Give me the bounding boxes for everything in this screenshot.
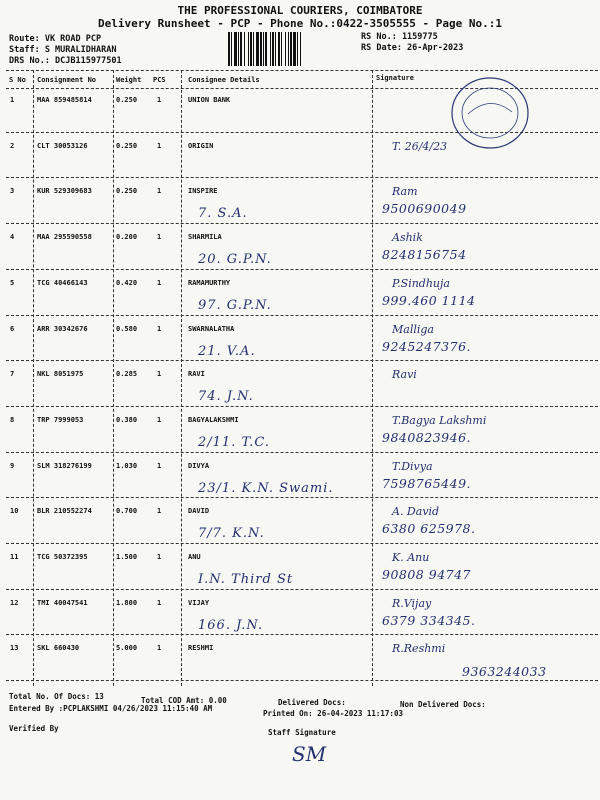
drs-number: DRS No.: DCJB115977501 xyxy=(9,56,122,66)
row-handwritten-address: 23/1. K.N. Swami. xyxy=(198,480,334,496)
row-pcs: 1 xyxy=(157,644,162,653)
entered-by: Entered By :PCPLAKSHMI 04/26/2023 11:15:40 AM xyxy=(9,704,213,713)
row-handwritten-address: 7. S.A. xyxy=(198,206,248,222)
company-stamp xyxy=(448,74,532,152)
row-weight: 0.380 xyxy=(116,415,138,424)
row-handwritten-address: 74. J.N. xyxy=(198,389,254,405)
staff-signature-label: Staff Signature xyxy=(268,728,336,737)
row-sno: 9 xyxy=(10,461,15,470)
row-consignment-no: CLT 30053126 xyxy=(37,141,88,150)
total-cod: Total COD Amt: 0.00 xyxy=(141,696,227,705)
row-weight: 1.500 xyxy=(116,553,138,561)
row-consignee-name: BAGYALAKSHMI xyxy=(188,415,239,424)
row-separator xyxy=(6,406,598,407)
staff-signature-mark: SM xyxy=(292,742,327,766)
row-consignment-no: MAA 859485814 xyxy=(37,96,92,104)
col-header-consignee: Consignee Details xyxy=(188,76,260,84)
row-weight: 0.200 xyxy=(116,233,138,242)
row-separator xyxy=(6,223,598,224)
runsheet-subtitle: Delivery Runsheet - PCP - Phone No.:0422-3505555 - Page No.:1 xyxy=(98,17,502,30)
staff-label: Staff: S MURALIDHARAN xyxy=(9,45,117,55)
row-pcs: 1 xyxy=(157,507,162,516)
row-receiver-signature: T. 26/4/23 xyxy=(392,139,448,153)
row-receiver-signature: Malliga xyxy=(392,322,434,336)
row-weight: 0.580 xyxy=(116,324,138,333)
row-sno: 1 xyxy=(10,96,15,104)
row-weight: 5.000 xyxy=(116,644,138,653)
col-header-weight: Weight xyxy=(116,76,142,84)
row-pcs: 1 xyxy=(157,415,162,424)
col-header-sno: S No xyxy=(9,76,26,84)
row-weight: 0.285 xyxy=(116,370,138,379)
row-receiver-signature: P.Sindhuja xyxy=(392,276,450,290)
row-consignment-no: KUR 529309683 xyxy=(37,187,92,196)
column-divider xyxy=(181,70,182,686)
row-separator xyxy=(6,634,598,635)
row-separator xyxy=(6,132,598,133)
row-receiver-phone: 9245247376. xyxy=(382,338,472,354)
row-receiver-signature: A. David xyxy=(392,505,440,519)
row-receiver-signature: T.Divya xyxy=(392,459,433,473)
row-receiver-phone: 999.460 1114 xyxy=(382,292,476,308)
row-handwritten-address: 21. V.A. xyxy=(198,343,256,359)
row-pcs: 1 xyxy=(157,461,162,470)
row-handwritten-address: 7/7. K.N. xyxy=(198,526,265,542)
row-consignee-name: ANU xyxy=(188,553,201,561)
row-handwritten-address: 166. J.N. xyxy=(198,617,264,633)
row-consignee-name: SWARNALATHA xyxy=(188,324,235,333)
row-sno: 7 xyxy=(10,370,15,379)
row-receiver-phone: 9840823946. xyxy=(382,429,472,445)
row-weight: 0.700 xyxy=(116,507,138,516)
row-handwritten-address: I.N. Third St xyxy=(198,572,294,587)
row-pcs: 1 xyxy=(157,96,162,104)
row-sno: 12 xyxy=(10,598,19,607)
row-separator xyxy=(6,177,598,178)
row-consignee-name: INSPIRE xyxy=(188,187,218,196)
row-separator xyxy=(6,589,598,590)
row-separator xyxy=(6,315,598,316)
row-receiver-signature: Ashik xyxy=(392,231,423,245)
row-sno: 2 xyxy=(10,141,15,150)
column-divider xyxy=(33,70,34,686)
row-sno: 6 xyxy=(10,324,15,333)
row-separator xyxy=(6,680,598,681)
row-consignment-no: TCG 50372395 xyxy=(37,553,88,561)
non-delivered-docs: Non Delivered Docs: xyxy=(400,700,486,709)
row-consignment-no: SLM 318276199 xyxy=(37,461,92,470)
row-sno: 11 xyxy=(10,553,19,561)
row-receiver-signature: Ram xyxy=(392,185,418,199)
row-pcs: 1 xyxy=(157,233,162,242)
row-consignee-name: RAMAMURTHY xyxy=(188,278,231,287)
row-consignment-no: MAA 295590558 xyxy=(37,233,92,242)
row-receiver-phone: 8248156754 xyxy=(382,247,467,263)
rs-number: RS No.: 1159775 xyxy=(361,32,438,42)
row-receiver-phone: 6379 334345. xyxy=(382,612,476,628)
row-separator xyxy=(6,360,598,361)
row-pcs: 1 xyxy=(157,187,162,196)
row-consignee-name: VIJAY xyxy=(188,598,210,607)
row-consignment-no: TMI 40047541 xyxy=(37,598,88,607)
row-receiver-signature: T.Bagya Lakshmi xyxy=(392,413,487,427)
row-consignment-no: BLR 210552274 xyxy=(37,507,92,516)
row-sno: 3 xyxy=(10,187,15,196)
row-consignee-name: DIVYA xyxy=(188,461,210,470)
row-consignment-no: SKL 660430 xyxy=(37,644,80,653)
row-separator xyxy=(6,497,598,498)
delivered-docs: Delivered Docs: xyxy=(278,698,346,707)
row-separator xyxy=(6,452,598,453)
row-receiver-signature: Ravi xyxy=(392,368,417,382)
row-pcs: 1 xyxy=(157,324,162,333)
row-consignment-no: TCG 40466143 xyxy=(37,278,88,287)
row-pcs: 1 xyxy=(157,553,162,561)
row-pcs: 1 xyxy=(157,598,162,607)
column-divider xyxy=(113,70,114,686)
row-weight: 1.030 xyxy=(116,461,138,470)
row-sno: 13 xyxy=(10,644,19,653)
row-receiver-signature: K. Anu xyxy=(392,551,430,564)
row-sno: 10 xyxy=(10,507,19,516)
verified-by: Verified By xyxy=(9,724,59,733)
col-header-pcs: PCS xyxy=(153,76,166,84)
row-consignee-name: ORIGIN xyxy=(188,141,214,150)
row-receiver-signature: R.Reshmi xyxy=(392,642,446,656)
table-top-rule xyxy=(6,70,598,71)
row-weight: 0.250 xyxy=(116,96,138,104)
row-separator xyxy=(6,543,598,544)
row-consignee-name: DAVID xyxy=(188,507,210,516)
row-weight: 1.800 xyxy=(116,598,138,607)
row-receiver-signature: R.Vijay xyxy=(392,596,432,610)
row-consignment-no: NKL 8051975 xyxy=(37,370,84,379)
row-consignee-name: SHARMILA xyxy=(188,233,222,242)
row-consignment-no: TRP 7999053 xyxy=(37,415,84,424)
row-separator xyxy=(6,269,598,270)
row-consignee-name: UNION BANK xyxy=(188,96,231,104)
rs-date: RS Date: 26-Apr-2023 xyxy=(361,43,464,53)
row-receiver-phone: 90808 94747 xyxy=(382,567,472,582)
row-receiver-phone: 6380 625978. xyxy=(382,521,476,537)
row-weight: 0.420 xyxy=(116,278,138,287)
row-weight: 0.250 xyxy=(116,187,138,196)
col-header-consignment: Consignment No xyxy=(37,76,97,84)
company-title: THE PROFESSIONAL COURIERS, COIMBATORE xyxy=(177,4,423,17)
printed-on: Printed On: 26-04-2023 11:17:03 xyxy=(263,709,403,718)
row-receiver-phone: 9500690049 xyxy=(382,201,467,217)
row-sno: 5 xyxy=(10,278,15,287)
row-pcs: 1 xyxy=(157,141,162,150)
route-label: Route: VK ROAD PCP xyxy=(9,34,102,44)
column-divider xyxy=(372,70,373,686)
row-handwritten-address: 97. G.P.N. xyxy=(198,297,272,313)
barcode-image xyxy=(228,32,356,66)
row-pcs: 1 xyxy=(157,370,162,379)
row-receiver-phone: 9363244033 xyxy=(462,664,547,680)
row-consignment-no: ARR 30342676 xyxy=(37,324,88,333)
row-handwritten-address: 20. G.P.N. xyxy=(198,252,272,268)
row-receiver-phone: 7598765449. xyxy=(382,475,472,491)
row-sno: 8 xyxy=(10,415,15,424)
row-sno: 4 xyxy=(10,233,15,242)
row-handwritten-address: 2/11. T.C. xyxy=(198,434,270,450)
col-header-signature: Signature xyxy=(376,74,414,82)
row-weight: 0.250 xyxy=(116,141,138,150)
total-docs: Total No. Of Docs: 13 xyxy=(9,692,104,701)
row-consignee-name: RESHMI xyxy=(188,644,214,653)
row-consignee-name: RAVI xyxy=(188,370,205,379)
row-pcs: 1 xyxy=(157,278,162,287)
